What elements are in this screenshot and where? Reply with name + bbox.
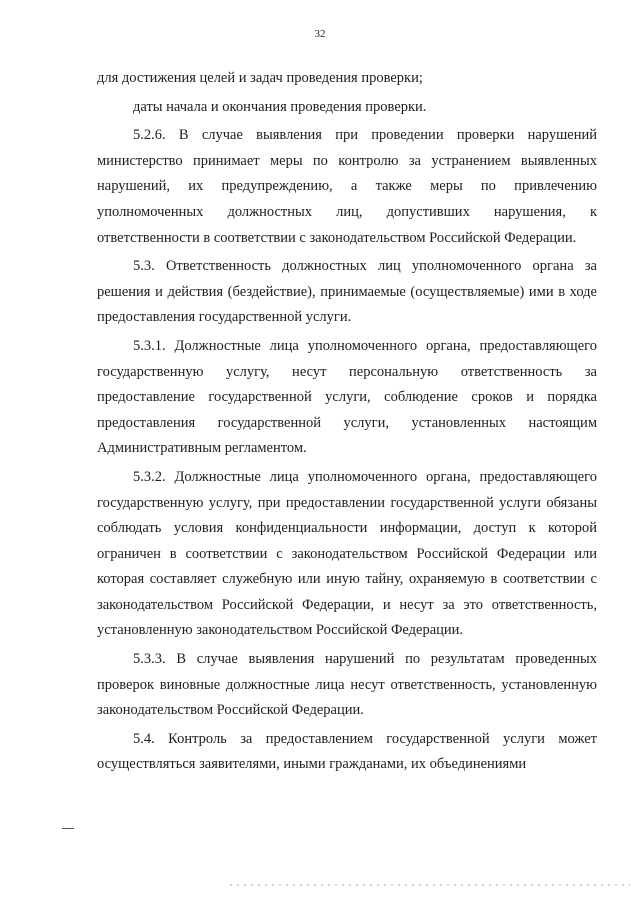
document-body [97,66,597,781]
paragraph-5-3-2: 5.3.2. Должностные лица уполномоченного органа, предоставляющего государственную услугу, при предоставлении государственной услуги обязаны соблюдать условия конфиденциальности информации, доступ к которой ограничен в соответствии с законодательством Российской Федерации или которая составляет служебную или иную тайну, охраняемую в соответствии с законодательством Российской Федерации, и несут за это ответственность, установленную законодательством Российской Федерации. [97,468,597,639]
margin-dash-mark [62,828,74,829]
scan-artifact-line [230,884,630,886]
paragraph-5-3-1: 5.3.1. Должностные лица уполномоченного органа, предоставляющего государственную услугу, несут персональную ответственность за предоставление государственной услуги, соблюдение сроков и порядка предоставления государственной услуги, установленных настоящим Административным регламентом. [97,337,597,457]
paragraph-5-3: 5.3. Ответственность должностных лиц уполномоченного органа за решения и действия (бездействие), принимаемые (осуществляемые) ими в ходе предоставления государственной услуги. [97,258,597,326]
paragraph-5-4: 5.4. Контроль за предоставлением государственной услуги может осуществляться заявителями, иными гражданами, их объединениями [97,730,597,773]
paragraph-5-2-6: 5.2.6. В случае выявления при проведении проверки нарушений министерство принимает меры по контролю за устранением выявленных нарушений, их предупреждению, а также меры по привлечению уполномоченных должностных лиц, допустивших нарушения, к ответственности в соответствии с законодательством Российской Федерации. [97,127,597,246]
page-number: 32 [314,28,326,40]
paragraph-goals: для достижения целей и задач проведения проверки; [97,70,423,86]
paragraph-5-3-3: 5.3.3. В случае выявления нарушений по результатам проведенных проверок виновные должностные лица несут ответственность, установленную законодательством Российской Федерации. [97,651,597,719]
paragraph-inspection-dates: даты начала и окончания проведения проверки. [133,98,427,115]
